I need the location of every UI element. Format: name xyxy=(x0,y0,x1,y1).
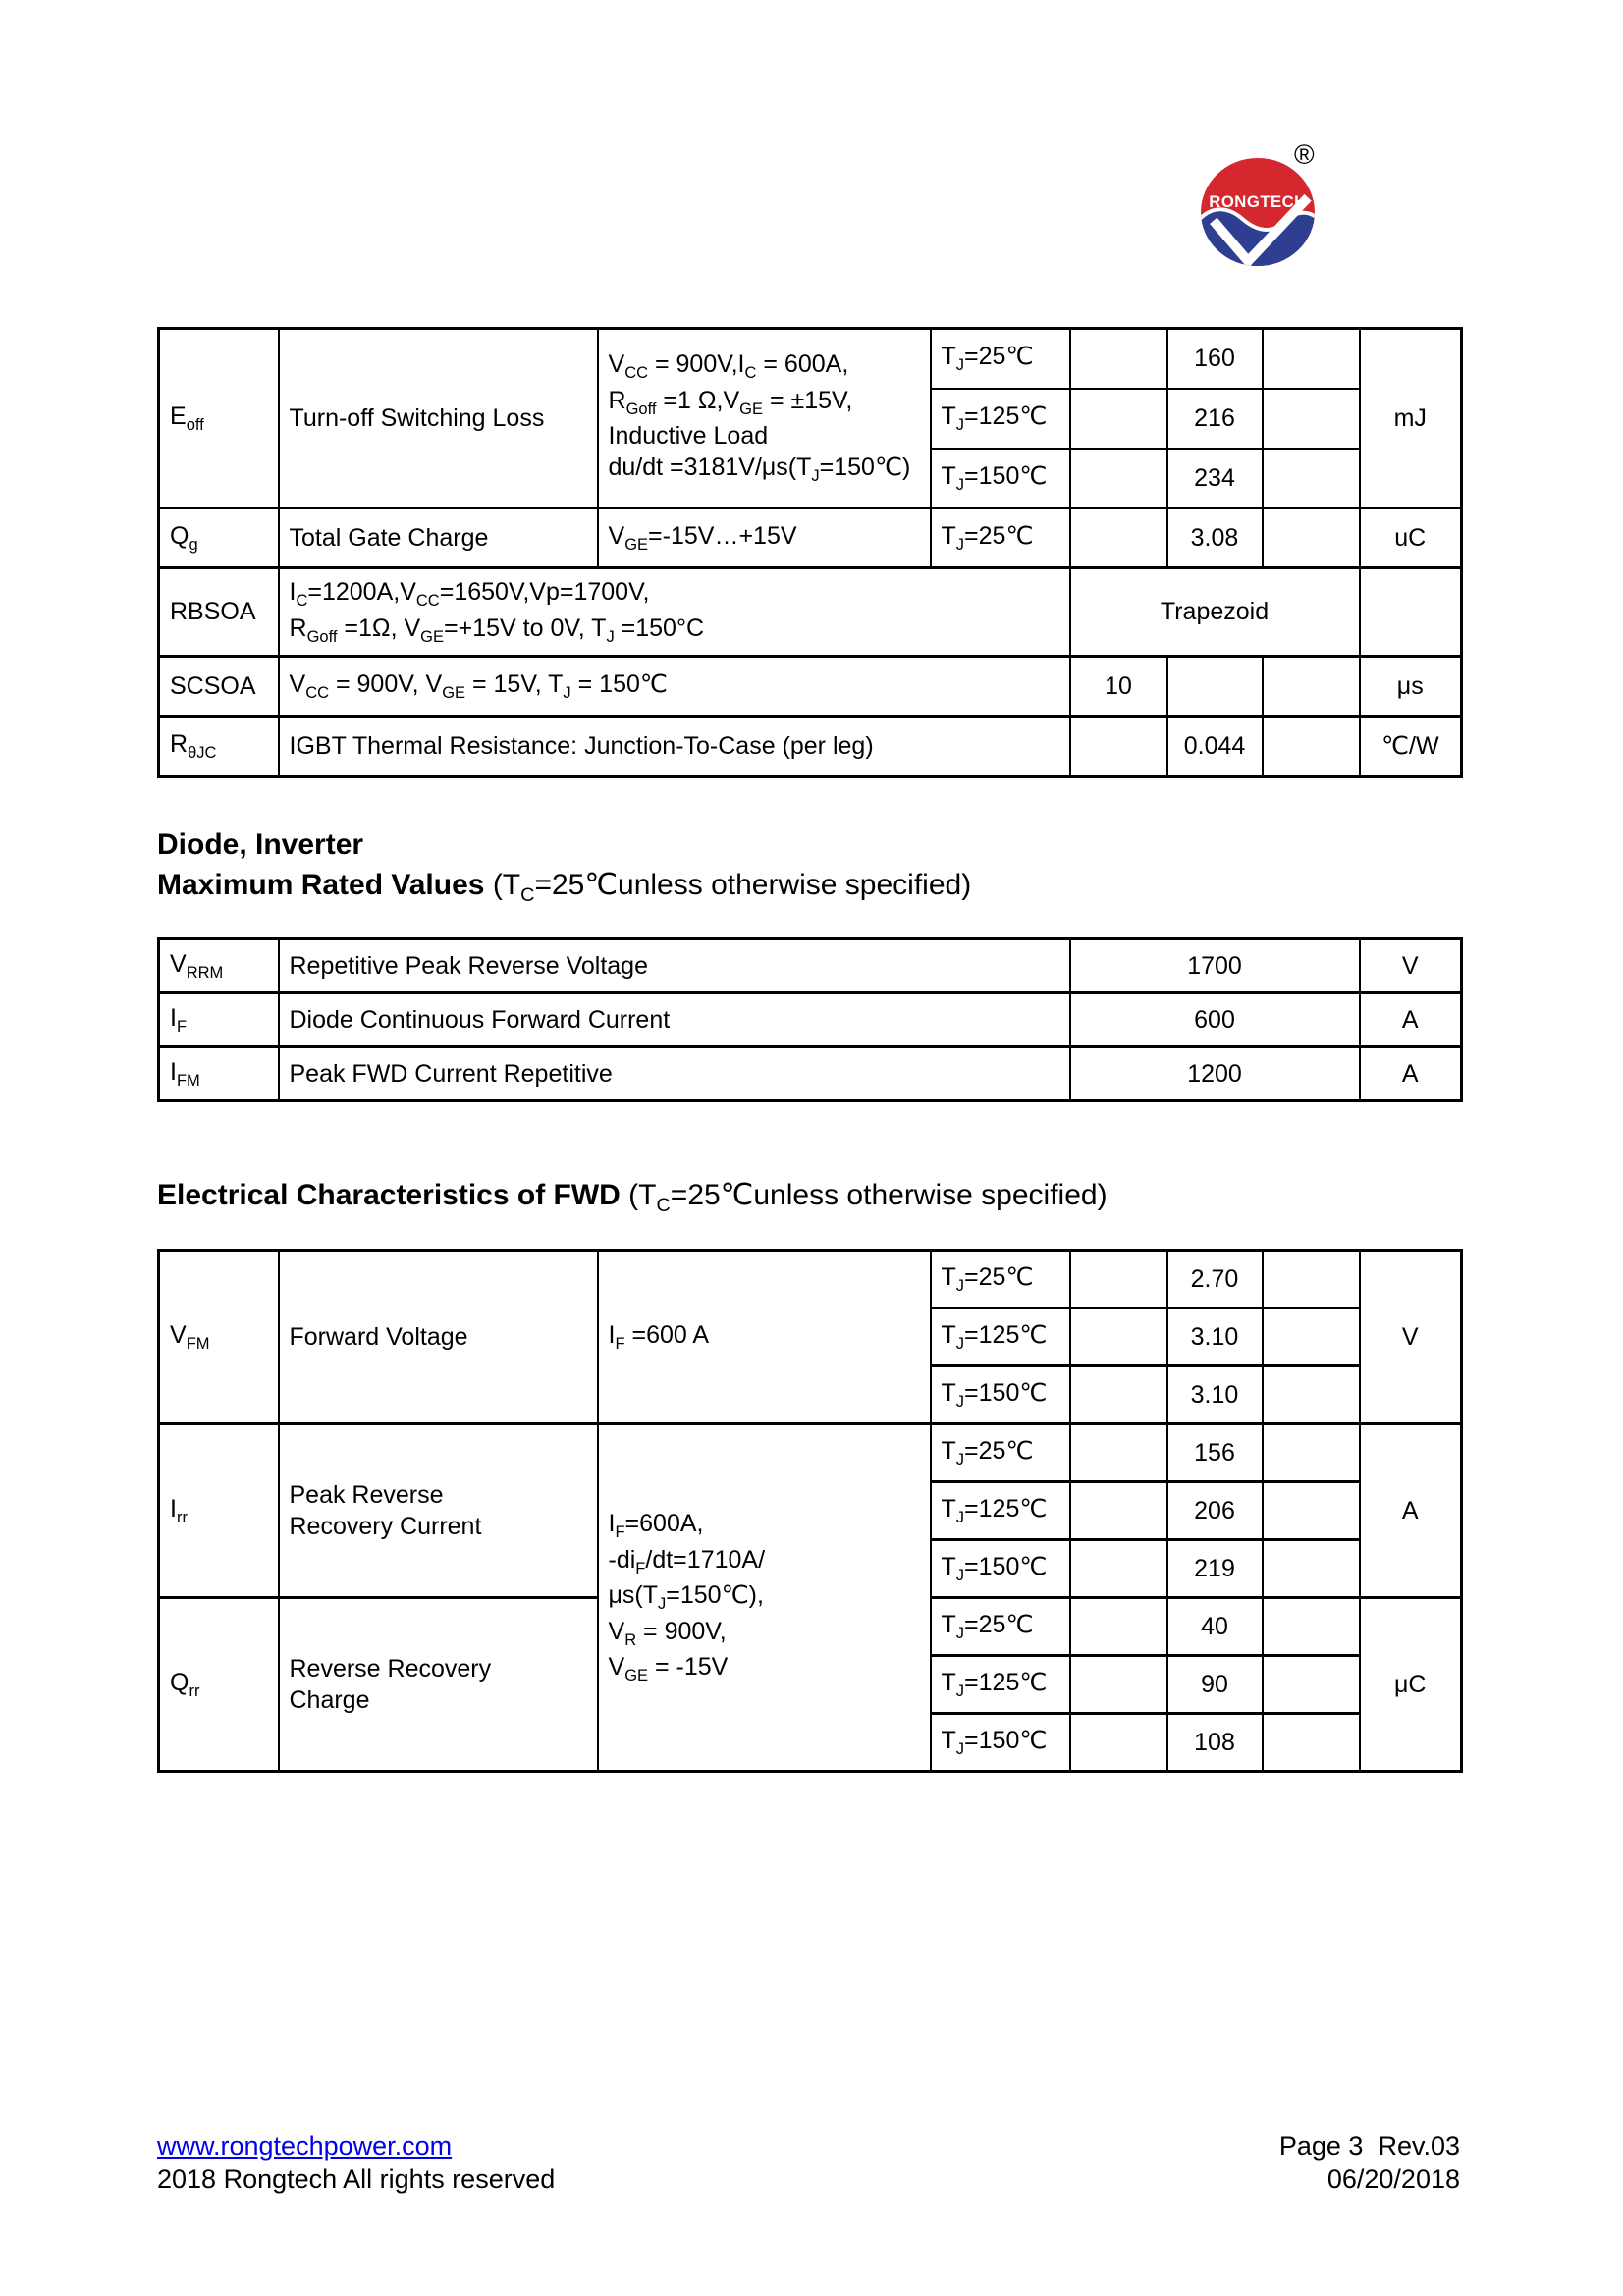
vfm-min-cell xyxy=(1070,1366,1167,1424)
eoff-unit-cell: mJ xyxy=(1360,329,1462,508)
eoff-symbol-cell: $E_{off}$ xyxy=(159,329,279,508)
scsoa-min-cell: 10 xyxy=(1070,657,1167,717)
eoff-max-cell xyxy=(1263,389,1360,449)
eoff-temp-cell: $T_J=150℃$ xyxy=(931,449,1070,508)
qrr-min-cell xyxy=(1070,1656,1167,1714)
scsoa-conditions-cell: $V_{CC} = 900V$, $V_{GE} = 15V$, $T_J$ = 150℃ xyxy=(279,657,1070,717)
rthjc-max-cell xyxy=(1263,717,1360,777)
vfm-typ-cell: 2.70 xyxy=(1167,1251,1263,1308)
rthjc-typ-cell: 0.044 xyxy=(1167,717,1263,777)
if-value-cell: 600 xyxy=(1070,993,1360,1047)
irr-max-cell xyxy=(1263,1424,1360,1482)
vfm-typ-cell: 3.10 xyxy=(1167,1366,1263,1424)
table-row-rthjc xyxy=(159,717,1462,777)
vfm-min-cell xyxy=(1070,1308,1167,1366)
diode-section-subtitle xyxy=(157,865,971,916)
eoff-temp-cell: $T_J=125℃$ xyxy=(931,389,1070,449)
diode-subtitle-note: ($T_C=25℃unless$ otherwise specified) xyxy=(492,869,972,906)
irr-max-cell xyxy=(1263,1482,1360,1540)
revision-date: 06/20/2018 xyxy=(1326,2164,1460,2194)
table-row-vfm-25c xyxy=(159,1251,1462,1308)
rthjc-symbol-cell: $R_{\theta JC}$ xyxy=(159,717,279,777)
qrr-typ-cell: 40 xyxy=(1167,1598,1263,1656)
vfm-typ-cell: 3.10 xyxy=(1167,1308,1263,1366)
vrrm-unit-cell: V xyxy=(1360,939,1462,993)
vfm-temp-cell: $T_J=25℃$ xyxy=(931,1251,1070,1308)
scsoa-max-cell xyxy=(1263,657,1360,717)
eoff-min-cell xyxy=(1070,389,1167,449)
eoff-typ-cell: 216 xyxy=(1167,389,1263,449)
irr-name-cell: Peak Reverse Recovery Current xyxy=(279,1424,598,1598)
rthjc-unit-cell: ℃/W xyxy=(1360,717,1462,777)
eoff-typ-cell: 234 xyxy=(1167,449,1263,508)
irr-typ-cell: 206 xyxy=(1167,1482,1263,1540)
vfm-temp-cell: $T_J=150℃$ xyxy=(931,1366,1070,1424)
diode-subtitle-bold: Maximum Rated Values xyxy=(157,869,485,901)
table-row-qg xyxy=(159,508,1462,568)
vrrm-symbol-cell: $V_{RRM}$ xyxy=(159,939,279,993)
qg-typ-cell: 3.08 xyxy=(1167,508,1263,568)
diode-section-heading xyxy=(157,825,971,916)
rbsoa-symbol-cell: RBSOA xyxy=(159,568,279,657)
if-unit-cell: A xyxy=(1360,993,1462,1047)
table-row-ifm xyxy=(159,1047,1462,1101)
rbsoa-value-cell: Trapezoid xyxy=(1070,568,1360,657)
if-symbol-cell: $I_F$ xyxy=(159,993,279,1047)
irr-temp-cell: $T_J=125℃$ xyxy=(931,1482,1070,1540)
page-number-revision: Page 3 Rev.03 xyxy=(1278,2131,1460,2161)
diode-max-rated-table xyxy=(157,937,1463,1102)
fwd-characteristics-table xyxy=(157,1249,1463,1773)
qrr-temp-cell: $T_J=25℃$ xyxy=(931,1598,1070,1656)
qrr-temp-cell: $T_J=150℃$ xyxy=(931,1714,1070,1772)
logo-brand-text: RONGTECH xyxy=(1209,192,1307,212)
rbsoa-unit-cell xyxy=(1360,568,1462,657)
vfm-max-cell xyxy=(1263,1251,1360,1308)
irr-max-cell xyxy=(1263,1540,1360,1598)
qrr-min-cell xyxy=(1070,1714,1167,1772)
copyright-text: 2018 Rongtech All rights reserved xyxy=(157,2164,556,2194)
irr-min-cell xyxy=(1070,1540,1167,1598)
vfm-name-cell: Forward Voltage xyxy=(279,1251,598,1424)
igbt-characteristics-table xyxy=(157,327,1463,778)
vfm-unit-cell: V xyxy=(1360,1251,1462,1424)
qrr-max-cell xyxy=(1263,1598,1360,1656)
irr-temp-cell: $T_J=150℃$ xyxy=(931,1540,1070,1598)
vfm-symbol-cell: $V_{FM}$ xyxy=(159,1251,279,1424)
table-row-rbsoa xyxy=(159,568,1462,657)
qg-symbol-cell: $Q_g$ xyxy=(159,508,279,568)
registered-trademark-icon: ® xyxy=(1294,139,1315,170)
rthjc-name-cell: IGBT Thermal Resistance: Junction-To-Case (per leg) xyxy=(279,717,1070,777)
eoff-max-cell xyxy=(1263,449,1360,508)
vfm-conditions-cell: $I_F =600$ A xyxy=(598,1251,931,1424)
irr-min-cell xyxy=(1070,1482,1167,1540)
qrr-unit-cell: μC xyxy=(1360,1598,1462,1772)
vrrm-name-cell: Repetitive Peak Reverse Voltage xyxy=(279,939,1070,993)
irr-typ-cell: 156 xyxy=(1167,1424,1263,1482)
fwd-section-heading xyxy=(157,1175,1108,1226)
rthjc-min-cell xyxy=(1070,717,1167,777)
table-row-irr-25c xyxy=(159,1424,1462,1482)
qrr-max-cell xyxy=(1263,1656,1360,1714)
irr-qrr-conditions-cell: $I_F=600A$, $-di_F/dt=1710A/\mu s(T_J=150℃)$, $V_R = 900V$, $V_{GE} = -15V$ xyxy=(598,1424,931,1772)
eoff-max-cell xyxy=(1263,329,1360,389)
vfm-temp-cell: $T_J=125℃$ xyxy=(931,1308,1070,1366)
eoff-typ-cell: 160 xyxy=(1167,329,1263,389)
irr-symbol-cell: $I_{rr}$ xyxy=(159,1424,279,1598)
eoff-conditions-cell: $V_{CC} = 900V,I_C = 600A$, $R_{Goff} =1$ $\Omega,V_{GE} = \pm 15V$, Inductive Load $du/dt =3181V/\mu s(T_J=150℃)$ xyxy=(598,329,931,508)
vrrm-value-cell: 1700 xyxy=(1070,939,1360,993)
rongtech-logo-icon xyxy=(1200,157,1316,267)
eoff-temp-cell: $T_J=25℃$ xyxy=(931,329,1070,389)
ifm-symbol-cell: $I_{FM}$ xyxy=(159,1047,279,1101)
vfm-max-cell xyxy=(1263,1308,1360,1366)
website-link[interactable]: www.rongtechpower.com xyxy=(157,2131,453,2161)
qrr-min-cell xyxy=(1070,1598,1167,1656)
irr-unit-cell: A xyxy=(1360,1424,1462,1598)
qg-conditions-cell: $V_{GE}=-15V\dots+15V$ xyxy=(598,508,931,568)
irr-min-cell xyxy=(1070,1424,1167,1482)
qg-unit-cell: uC xyxy=(1360,508,1462,568)
table-row-scsoa xyxy=(159,657,1462,717)
eoff-name-cell: Turn-off Switching Loss xyxy=(279,329,598,508)
diode-section-title: Diode, Inverter xyxy=(157,828,364,861)
ifm-unit-cell: A xyxy=(1360,1047,1462,1101)
vfm-min-cell xyxy=(1070,1251,1167,1308)
table-row-vrrm xyxy=(159,939,1462,993)
footer-right xyxy=(1279,2129,1460,2196)
eoff-min-cell xyxy=(1070,329,1167,389)
qrr-name-cell: Reverse Recovery Charge xyxy=(279,1598,598,1772)
qg-temp-cell: $T_J=25℃$ xyxy=(931,508,1070,568)
scsoa-typ-cell xyxy=(1167,657,1263,717)
qg-min-cell xyxy=(1070,508,1167,568)
qrr-max-cell xyxy=(1263,1714,1360,1772)
table-row-if xyxy=(159,993,1462,1047)
footer-left xyxy=(157,2129,555,2196)
fwd-title-note: ($T_C=25℃unless$ otherwise specified) xyxy=(628,1179,1108,1216)
rbsoa-conditions-cell: $I_C=1200A,V_{CC}=1650V,Vp=1700V$, $R_{Goff} =1\Omega$, $V_{GE}=+15V$ to 0V, $T_J =150^\circ C$ xyxy=(279,568,1070,657)
if-name-cell: Diode Continuous Forward Current xyxy=(279,993,1070,1047)
rongtech-logo xyxy=(1200,157,1316,272)
irr-temp-cell: $T_J=25℃$ xyxy=(931,1424,1070,1482)
scsoa-symbol-cell: SCSOA xyxy=(159,657,279,717)
qrr-temp-cell: $T_J=125℃$ xyxy=(931,1656,1070,1714)
scsoa-unit-cell: μs xyxy=(1360,657,1462,717)
qg-name-cell: Total Gate Charge xyxy=(279,508,598,568)
qrr-symbol-cell: $Q_{rr}$ xyxy=(159,1598,279,1772)
qg-max-cell xyxy=(1263,508,1360,568)
vfm-max-cell xyxy=(1263,1366,1360,1424)
irr-typ-cell: 219 xyxy=(1167,1540,1263,1598)
ifm-name-cell: Peak FWD Current Repetitive xyxy=(279,1047,1070,1101)
qrr-typ-cell: 108 xyxy=(1167,1714,1263,1772)
fwd-title-bold: Electrical Characteristics of FWD xyxy=(157,1179,621,1211)
qrr-typ-cell: 90 xyxy=(1167,1656,1263,1714)
ifm-value-cell: 1200 xyxy=(1070,1047,1360,1101)
table-row-eoff-25c xyxy=(159,329,1462,389)
eoff-min-cell xyxy=(1070,449,1167,508)
